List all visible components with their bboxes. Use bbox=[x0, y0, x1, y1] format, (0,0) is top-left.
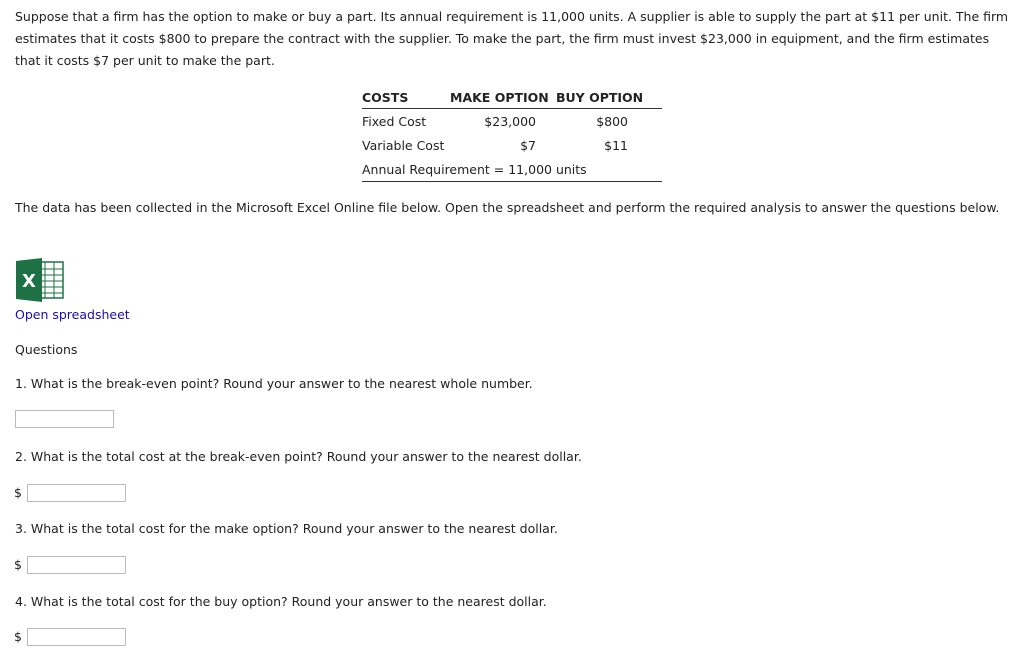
cost-table bbox=[362, 86, 662, 182]
question-3-input[interactable] bbox=[27, 556, 126, 574]
cost-table-header bbox=[362, 86, 662, 109]
currency-prefix: $ bbox=[14, 485, 22, 500]
buy-variable-cost: $11 bbox=[604, 137, 628, 153]
currency-prefix: $ bbox=[14, 629, 22, 644]
annual-requirement: Annual Requirement = 11,000 units bbox=[362, 157, 662, 182]
row-label: Fixed Cost bbox=[362, 113, 427, 129]
header-costs: COSTS bbox=[362, 86, 450, 109]
question-1-input[interactable] bbox=[15, 410, 114, 428]
table-row-requirement bbox=[362, 157, 662, 182]
question-3-text: 3. What is the total cost for the make option? Round your answer to the nearest dollar. bbox=[15, 521, 558, 536]
currency-prefix: $ bbox=[14, 557, 22, 572]
buy-fixed-cost: $800 bbox=[596, 113, 628, 129]
table-row-fixed-cost bbox=[362, 109, 662, 134]
header-buy-option: BUY OPTION bbox=[556, 86, 662, 109]
instructions: The data has been collected in the Microsoft Excel Online file below. Open the spreadsheet and perform the required analysis to answer the questions below. bbox=[15, 200, 1000, 215]
svg-text:X: X bbox=[22, 271, 36, 292]
row-label: Variable Cost bbox=[362, 137, 445, 153]
open-spreadsheet-link[interactable]: Open spreadsheet bbox=[15, 307, 130, 322]
header-make-option: MAKE OPTION bbox=[450, 86, 556, 109]
question-2-text: 2. What is the total cost at the break-even point? Round your answer to the nearest dollar. bbox=[15, 449, 582, 464]
excel-icon[interactable] bbox=[16, 258, 64, 302]
make-fixed-cost: $23,000 bbox=[484, 113, 536, 129]
question-1-text: 1. What is the break-even point? Round your answer to the nearest whole number. bbox=[15, 376, 533, 391]
questions-heading: Questions bbox=[15, 342, 78, 357]
question-4-input[interactable] bbox=[27, 628, 126, 646]
make-variable-cost: $7 bbox=[520, 137, 536, 153]
question-2-input[interactable] bbox=[27, 484, 126, 502]
table-row-variable-cost bbox=[362, 133, 662, 157]
problem-statement: Suppose that a firm has the option to make or buy a part. Its annual requirement is 11,000 units. A supplier is able to supply the part at $11 per unit. The firm estimates that it costs $800 to prepare the contract with the supplier. To make the part, the firm must invest $23,000 in equipment, and the firm estimates that it costs $7 per unit to make the part. bbox=[15, 9, 1009, 68]
question-4-text: 4. What is the total cost for the buy option? Round your answer to the nearest dollar. bbox=[15, 594, 547, 609]
